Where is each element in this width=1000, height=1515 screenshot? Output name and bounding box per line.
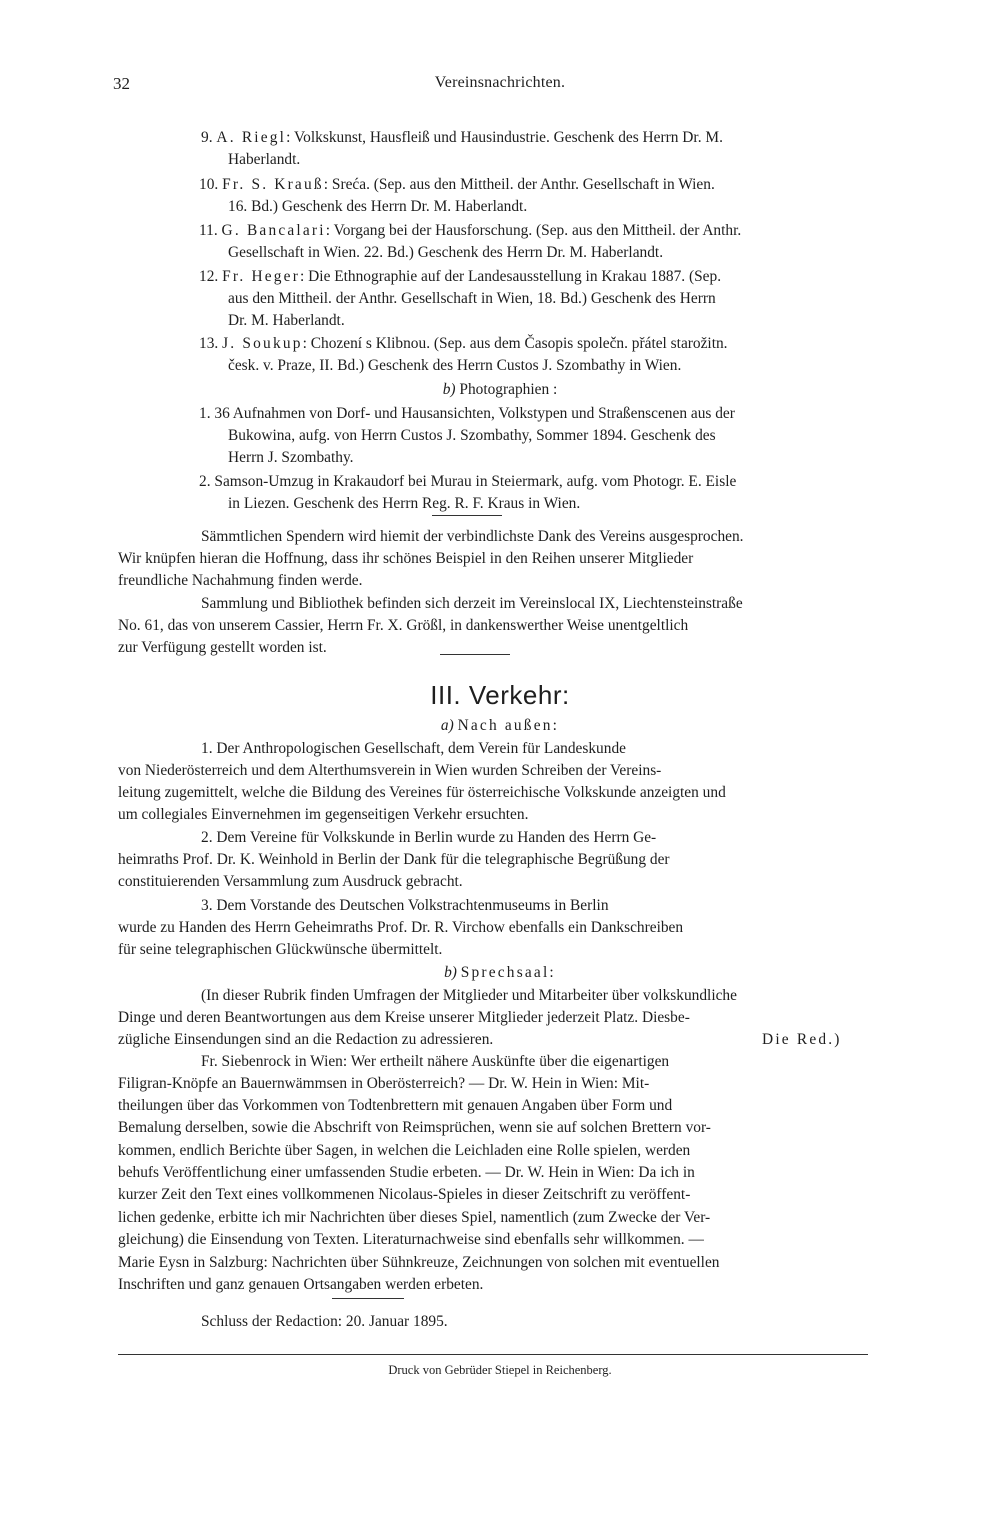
item-number: 12. bbox=[199, 268, 219, 285]
thanks-line: Sämmtlichen Spendern wird hiemit der verbindlichste Dank des Vereins ausgesprochen. bbox=[201, 528, 744, 545]
section-title: Nach außen: bbox=[457, 717, 560, 734]
author: Fr. S. Krauß bbox=[222, 176, 324, 193]
query-line: Filigran-Knöpfe an Bauernwämmsen in Oberösterreich? — Dr. W. Hein in Wien: Mit- bbox=[118, 1075, 650, 1092]
author: J. Soukup bbox=[222, 335, 303, 352]
para3-line: 3. Dem Vorstande des Deutschen Volkstrachtenmuseums in Berlin bbox=[201, 897, 609, 914]
query-line: kommen, endlich Berichte über Sagen, in welchen die Leichladen eine Rolle spielen, werden bbox=[118, 1142, 691, 1159]
query-line: theilungen über das Vorkommen von Todtenbrettern mit genauen Angaben über Form und bbox=[118, 1097, 673, 1114]
item-number: 11. bbox=[199, 222, 218, 239]
query-line: Bemalung derselben, sowie die Abschrift von Reimsprüchen, wenn sie auf solchen Brettern vor- bbox=[118, 1119, 711, 1136]
query-line: behufs Veröffentlichung einer umfassenden Studie erbeten. — Dr. W. Hein in Wien: Da ich in bbox=[118, 1164, 695, 1181]
para2-line: heimraths Prof. Dr. K. Weinhold in Berlin der Dank für die telegraphische Begrüßung der bbox=[118, 851, 670, 868]
printer-imprint: Druck von Gebrüder Stiepel in Reichenberg. bbox=[388, 1363, 612, 1377]
item-text: Sreća. (Sep. aus den Mittheil. der Anthr. Gesellschaft in Wien. bbox=[331, 176, 715, 193]
query-line: gleichung) die Einsendung von Texten. Literaturnachweise sind ebenfalls sehr willkommen. — bbox=[118, 1231, 704, 1248]
collection-line: Sammlung und Bibliothek befinden sich derzeit im Vereinslocal IX, Liechtensteinstraße bbox=[201, 595, 743, 612]
item-number: 13. bbox=[199, 335, 219, 352]
query-line: Marie Eysn in Salzburg: Nachrichten über Sühnkreuze, Zeichnungen von solchen mit eventuellen bbox=[118, 1254, 720, 1271]
page-number: 32 bbox=[113, 74, 130, 93]
item-text-cont: česk. v. Praze, II. Bd.) Geschenk des Herrn Custos J. Szombathy in Wien. bbox=[228, 357, 682, 374]
footer-rule bbox=[118, 1354, 868, 1355]
running-head: Vereinsnachrichten. bbox=[434, 74, 566, 91]
section-heading: III. Verkehr: bbox=[430, 680, 570, 710]
item-text-cont: 16. Bd.) Geschenk des Herrn Dr. M. Haberlandt. bbox=[228, 198, 528, 215]
section-divider bbox=[440, 654, 510, 655]
author: A. Riegl bbox=[216, 129, 287, 146]
query-line: kurzer Zeit den Text eines vollkommenen Nicolaus-Spieles in dieser Zeitschrift zu veröffent- bbox=[118, 1186, 691, 1203]
item-text-cont: aus den Mittheil. der Anthr. Gesellschaft in Wien, 18. Bd.) Geschenk des Herrn bbox=[228, 290, 716, 307]
item-text: Vorgang bei der Hausforschung. (Sep. aus den Mittheil. der Anthr. bbox=[333, 222, 742, 239]
item-text-cont: Bukowina, aufg. von Herrn Custos J. Szombathy, Sommer 1894. Geschenk des bbox=[228, 427, 716, 444]
book-item-10: 10. Fr. S. Krauß: Sreća. (Sep. aus den Mittheil. der Anthr. Gesellschaft in Wien. bbox=[199, 176, 715, 193]
section-letter: b) bbox=[444, 964, 457, 981]
para1-line: von Niederösterreich und dem Alterthumsverein in Wien wurden Schreiben der Vereins- bbox=[118, 762, 662, 779]
collection-line: No. 61, das von unserem Cassier, Herrn Fr. X. Größl, in dankenswerther Weise unentgeltlich bbox=[118, 617, 689, 634]
section-letter: a) bbox=[440, 717, 454, 734]
author: Fr. Heger bbox=[222, 268, 301, 285]
editor-note-line: Dinge und deren Beantwortungen aus dem Kreise unserer Mitglieder jederzeit Platz. Diesbe- bbox=[118, 1009, 690, 1026]
section-divider bbox=[432, 515, 502, 516]
item-text: Samson-Umzug in Krakaudorf bei Murau in Steiermark, aufg. vom Photogr. E. Eisle bbox=[214, 473, 737, 490]
para3-line: für seine telegraphischen Glückwünsche übermittelt. bbox=[118, 941, 443, 958]
photo-item-1 bbox=[199, 406, 735, 421]
item-text-cont: Herrn J. Szombathy. bbox=[228, 449, 354, 466]
item-text-cont: Gesellschaft in Wien. 22. Bd.) Geschenk des Herrn Dr. M. Haberlandt. bbox=[228, 244, 664, 261]
item-number: 1. bbox=[199, 405, 211, 422]
section-letter: b) bbox=[442, 381, 456, 398]
photos-heading bbox=[0, 382, 1000, 397]
item-text-cont: Dr. M. Haberlandt. bbox=[228, 312, 345, 329]
para1-line: um collegiales Einvernehmen im gegenseitigen Verkehr ersuchten. bbox=[118, 806, 529, 823]
item-number: 10. bbox=[199, 176, 219, 193]
query-line: Fr. Siebenrock in Wien: Wer ertheilt nähere Auskünfte über die eigenartigen bbox=[201, 1053, 670, 1070]
author: G. Bancalari bbox=[221, 222, 326, 239]
item-text: Die Ethnographie auf der Landesausstellung in Krakau 1887. (Sep. bbox=[308, 268, 722, 285]
subsection-b-heading bbox=[0, 965, 1000, 980]
para2-line: constituierenden Versammlung zum Ausdruck gebracht. bbox=[118, 873, 463, 890]
item-text-cont: Haberlandt. bbox=[228, 151, 301, 168]
editor-note-line: zügliche Einsendungen sind an die Redaction zu adressieren. bbox=[118, 1031, 494, 1048]
editor-note-line: (In dieser Rubrik finden Umfragen der Mitglieder und Mitarbeiter über volkskundliche bbox=[201, 987, 737, 1004]
thanks-line: Wir knüpfen hieran die Hoffnung, dass ihr schönes Beispiel in den Reihen unserer Mitglieder bbox=[118, 550, 694, 567]
section-title: Photographien : bbox=[459, 381, 558, 398]
item-text: 36 Aufnahmen von Dorf- und Hausansichten, Volkstypen und Straßenscenen aus der bbox=[214, 405, 735, 422]
closing-line: Schluss der Redaction: 20. Januar 1895. bbox=[201, 1313, 448, 1330]
para2-line: 2. Dem Vereine für Volkskunde in Berlin wurde zu Handen des Herrn Ge- bbox=[201, 829, 657, 846]
section-divider bbox=[332, 1298, 404, 1299]
query-line: lichen gedenke, erbitte ich mir Nachrichten über dieses Spiel, namentlich (zum Zwecke der Ver- bbox=[118, 1209, 711, 1226]
item-number: 2. bbox=[199, 473, 211, 490]
book-item-12: 12. Fr. Heger: Die Ethnographie auf der Landesausstellung in Krakau 1887. (Sep. bbox=[199, 268, 722, 285]
editor-signature: Die Red.) bbox=[762, 1031, 842, 1048]
book-item-9: 9. A. Riegl: Volkskunst, Hausfleiß und Hausindustrie. Geschenk des Herrn Dr. M. bbox=[201, 129, 723, 146]
item-text: Chození s Klibnou. (Sep. aus dem Časopis společn. přátel starožitn. bbox=[310, 335, 728, 352]
item-text-cont: in Liezen. Geschenk des Herrn Reg. R. F. Kraus in Wien. bbox=[228, 495, 581, 512]
query-line: Inschriften und ganz genauen Ortsangaben werden erbeten. bbox=[118, 1276, 484, 1293]
book-item-13: 13. J. Soukup: Chození s Klibnou. (Sep. aus dem Časopis společn. přátel starožitn. bbox=[199, 335, 728, 352]
item-number: 9. bbox=[201, 129, 213, 146]
thanks-line: freundliche Nachahmung finden werde. bbox=[118, 572, 363, 589]
collection-line: zur Verfügung gestellt worden ist. bbox=[118, 639, 327, 656]
para3-line: wurde zu Handen des Herrn Geheimraths Prof. Dr. R. Virchow ebenfalls ein Dankschreiben bbox=[118, 919, 684, 936]
para1-line: 1. Der Anthropologischen Gesellschaft, dem Verein für Landeskunde bbox=[201, 740, 626, 757]
book-item-11: 11. G. Bancalari: Vorgang bei der Hausforschung. (Sep. aus den Mittheil. der Anthr. bbox=[199, 222, 742, 239]
section-title: Sprechsaal: bbox=[460, 964, 556, 981]
item-text: Volkskunst, Hausfleiß und Hausindustrie. Geschenk des Herrn Dr. M. bbox=[294, 129, 723, 146]
para1-line: leitung zugemittelt, welche die Bildung des Vereines für österreichische Volkskunde anzeigten und bbox=[118, 784, 726, 801]
photo-item-2 bbox=[199, 474, 736, 489]
subsection-a-heading bbox=[0, 718, 1000, 733]
